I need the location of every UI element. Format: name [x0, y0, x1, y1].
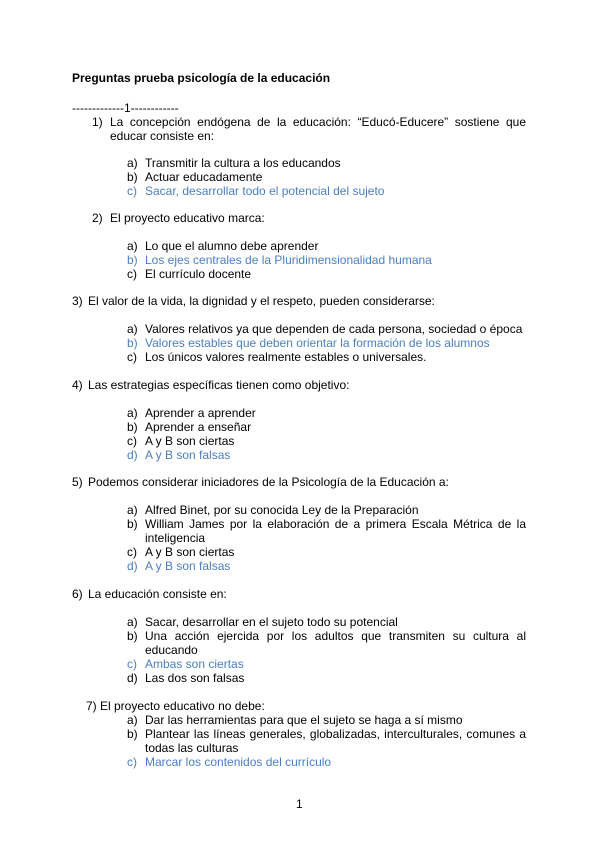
option-text: Dar las herramientas para que el sujeto se haga a sí mismo [145, 713, 463, 727]
option-text: Aprender a aprender [145, 406, 256, 420]
option-label: c) [127, 545, 137, 559]
option-text-cont: inteligencia [145, 531, 206, 545]
option-label: a) [127, 156, 138, 170]
page-number: 1 [296, 797, 303, 811]
question-number: 1) [92, 115, 103, 129]
option-text: Actuar educadamente [145, 170, 263, 184]
option-label: b) [127, 420, 138, 434]
option-text: Valores relativos ya que dependen de cada persona, sociedad o época [145, 322, 523, 336]
option-label: a) [127, 713, 138, 727]
option-label: a) [127, 615, 138, 629]
option-label: a) [127, 239, 138, 253]
question-text: El proyecto educativo marca: [110, 211, 265, 225]
question-number: 3) [72, 294, 83, 308]
option-text: Una acción ejercida por los adultos que transmiten su cultura al [145, 629, 526, 643]
answer-label: b) [127, 336, 138, 350]
answer-text: Los ejes centrales de la Pluridimensionalidad humana [145, 253, 432, 267]
answer-text: Ambas son ciertas [145, 657, 244, 671]
question-number: 6) [72, 587, 83, 601]
option-text-cont: todas las culturas [145, 741, 239, 755]
option-text: Aprender a enseñar [145, 420, 252, 434]
option-label: a) [127, 406, 138, 420]
option-text: William James por la elaboración de a primera Escala Métrica de la [145, 517, 526, 531]
question-text: Podemos considerar iniciadores de la Psicología de la Educación a: [88, 475, 449, 489]
document-title: Preguntas prueba psicología de la educación [72, 71, 331, 85]
option-text: A y B son ciertas [145, 545, 235, 559]
option-label: b) [127, 517, 138, 531]
question-text: La educación consiste en: [88, 587, 227, 601]
answer-text: A y B son falsas [145, 448, 231, 462]
answer-text: Sacar, desarrollar todo el potencial del sujeto [145, 184, 385, 198]
option-text: Plantear las líneas generales, globalizadas, interculturales, comunes a [145, 727, 526, 741]
option-label: d) [127, 671, 138, 685]
option-text-cont: educando [145, 643, 198, 657]
option-label: b) [127, 727, 138, 741]
answer-text: Marcar los contenidos del currículo [145, 755, 332, 769]
answer-label: d) [127, 559, 138, 573]
option-text: Sacar, desarrollar en el sujeto todo su potencial [145, 615, 398, 629]
option-label: c) [127, 434, 137, 448]
question-number: 2) [92, 211, 103, 225]
answer-label: c) [127, 755, 137, 769]
option-text: El currículo docente [145, 267, 252, 281]
question-text: La concepción endógena de la educación: “Educó-Educere” sostiene que [110, 115, 526, 129]
option-label: a) [127, 503, 138, 517]
option-text: Alfred Binet, por su conocida Ley de la Preparación [145, 503, 419, 517]
option-label: b) [127, 629, 138, 643]
option-text: Lo que el alumno debe aprender [145, 239, 319, 253]
option-label: c) [127, 350, 137, 364]
option-label: a) [127, 322, 138, 336]
option-text: Transmitir la cultura a los educandos [145, 156, 341, 170]
answer-label: c) [127, 657, 137, 671]
question-text-cont: educar consiste en: [110, 129, 215, 143]
answer-label: b) [127, 253, 138, 267]
answer-text: Valores estables que deben orientar la formación de los alumnos [145, 336, 490, 350]
question-text: El proyecto educativo no debe: [100, 699, 265, 713]
question-text: Las estrategias específicas tienen como objetivo: [88, 378, 350, 392]
question-text: El valor de la vida, la dignidad y el respeto, pueden considerarse: [88, 294, 435, 308]
option-text: A y B son ciertas [145, 434, 235, 448]
option-label: c) [127, 267, 137, 281]
answer-text: A y B son falsas [145, 559, 231, 573]
option-text: Los únicos valores realmente estables o universales. [145, 350, 427, 364]
answer-label: d) [127, 448, 138, 462]
question-number: 4) [72, 378, 83, 392]
answer-label: c) [127, 184, 137, 198]
question-number: 5) [72, 475, 83, 489]
option-label: b) [127, 170, 138, 184]
section-separator: -------------1------------ [72, 101, 179, 115]
question-number: 7) [86, 699, 97, 713]
option-text: Las dos son falsas [145, 671, 245, 685]
